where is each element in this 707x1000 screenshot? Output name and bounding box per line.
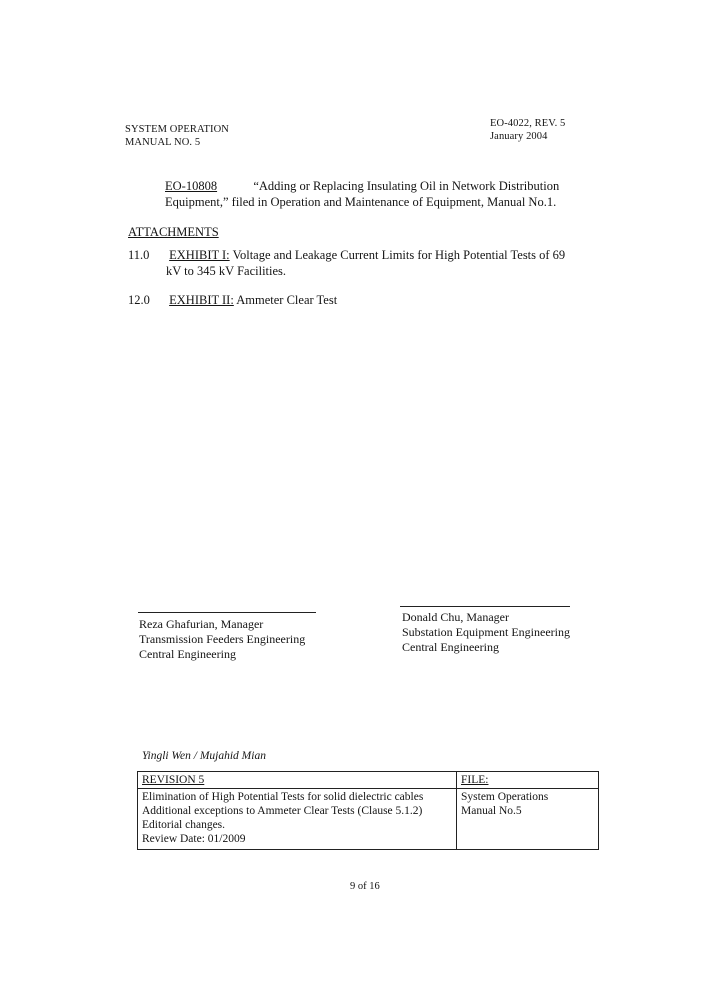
revision-note: Additional exceptions to Ammeter Clear Tests (Clause 5.1.2) <box>142 805 423 817</box>
document-number <box>490 117 565 143</box>
document-date: January 2004 <box>490 131 548 142</box>
attachment-number: 11.0 <box>128 248 150 262</box>
exhibit-link[interactable]: EXHIBIT II: <box>169 293 234 307</box>
reference-title-line1: “Adding or Replacing Insulating Oil in Network Distribution <box>253 179 560 193</box>
revision-notes-cell <box>138 789 457 850</box>
document-number-line1: EO-4022, REV. 5 <box>490 118 566 129</box>
page-number: 9 of 16 <box>350 881 380 892</box>
reference-code-link[interactable]: EO-10808 <box>165 179 218 193</box>
attachment-text-line1: Ammeter Clear Test <box>236 293 338 307</box>
signer-organization: Central Engineering <box>139 647 236 661</box>
signer-name: Reza Ghafurian, Manager <box>139 617 264 631</box>
review-date: Review Date: 01/2009 <box>142 833 246 845</box>
revision-note: Editorial changes. <box>142 819 226 831</box>
signer-department: Substation Equipment Engineering <box>402 625 570 639</box>
manual-title-line2: MANUAL NO. 5 <box>125 137 201 148</box>
signer-organization: Central Engineering <box>402 640 499 654</box>
revision-note: Elimination of High Potential Tests for solid dielectric cables <box>142 791 424 803</box>
reference-title-line2: Equipment,” filed in Operation and Maintenance of Equipment, Manual No.1. <box>165 195 557 209</box>
file-name-line2: Manual No.5 <box>461 805 522 817</box>
revision-header: REVISION 5 <box>142 774 205 786</box>
exhibit-link[interactable]: EXHIBIT I: <box>169 248 230 262</box>
reference-paragraph <box>165 178 585 210</box>
revision-table <box>137 771 599 850</box>
attachment-item <box>128 247 565 279</box>
attachment-number: 12.0 <box>128 293 150 307</box>
file-header: FILE: <box>461 774 489 786</box>
attachment-text-line2: kV to 345 kV Facilities. <box>166 264 287 278</box>
signature-line-left <box>138 612 316 613</box>
file-cell <box>457 789 599 850</box>
manual-title-line1: SYSTEM OPERATION <box>125 124 229 135</box>
signer-name: Donald Chu, Manager <box>402 610 509 624</box>
manual-title <box>125 123 229 149</box>
attachment-item <box>128 292 337 308</box>
attachment-text-line1: Voltage and Leakage Current Limits for High Potential Tests of 69 <box>232 248 566 262</box>
file-name-line1: System Operations <box>461 791 549 803</box>
file-header-cell <box>457 772 599 789</box>
signer-department: Transmission Feeders Engineering <box>139 632 306 646</box>
revision-header-cell <box>138 772 457 789</box>
authors: Yingli Wen / Mujahid Mian <box>142 750 266 762</box>
attachments-heading: ATTACHMENTS <box>128 225 219 239</box>
signature-line-right <box>400 606 570 607</box>
signature-block-left <box>139 617 305 662</box>
signature-block-right <box>402 610 570 655</box>
